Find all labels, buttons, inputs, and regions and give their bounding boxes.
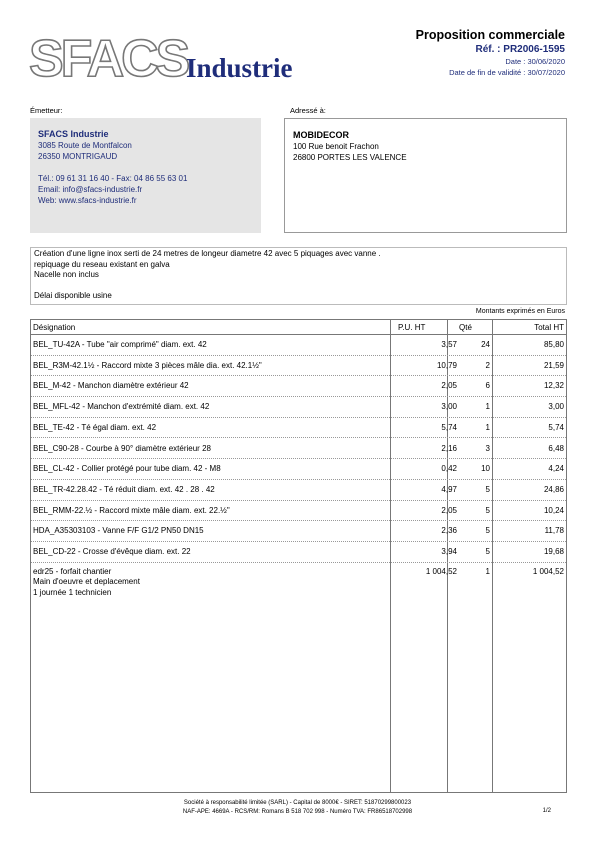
addressee-box xyxy=(284,118,567,233)
validity-date: Date de fin de validité : 30/07/2020 xyxy=(449,68,565,77)
cell-total: 11,78 xyxy=(544,526,564,536)
addressee-address-line1: 100 Rue benoit Frachon xyxy=(293,142,379,151)
cell-total: 85,80 xyxy=(543,340,564,349)
cell-quantity: 5 xyxy=(485,547,490,556)
header-total: Total HT xyxy=(534,323,564,332)
labour-line: 1 journée 1 technicien xyxy=(33,587,112,597)
table-row xyxy=(31,418,566,439)
logo-sfacs-text: SFACS xyxy=(29,30,188,88)
footer-legal-line1: Société à responsabilité limitée (SARL) - Capital de 8000€ - SIRET: 51870299800023 xyxy=(183,800,412,806)
cell-designation: BEL_CL-42 - Collier protégé pour tube diam. 42 - M8 xyxy=(33,464,221,474)
table-row xyxy=(31,501,566,522)
cell-designation: BEL_TU-42A - Tube "air comprimé" diam. ext. 42 xyxy=(33,340,207,349)
addressee-name: MOBIDECOR xyxy=(293,130,349,140)
cell-quantity: 5 xyxy=(485,484,490,494)
document-date: Date : 30/06/2020 xyxy=(505,57,565,66)
cell-total: 5,74 xyxy=(548,422,564,432)
table-row xyxy=(31,356,566,377)
cell-quantity: 6 xyxy=(485,381,490,391)
cell-unit-price: 3,94 xyxy=(441,547,457,556)
cell-total: 10,24 xyxy=(543,505,564,515)
cell-quantity: 24 xyxy=(481,340,490,349)
header-quantity: Qté xyxy=(459,323,472,332)
header-designation: Désignation xyxy=(33,323,76,332)
page-number: 1/2 xyxy=(542,808,551,814)
cell-total: 6,48 xyxy=(548,443,564,453)
cell-unit-price: 1 004,52 xyxy=(425,566,457,576)
company-logo xyxy=(29,30,314,88)
cell-quantity: 5 xyxy=(485,526,490,536)
description-line: Création d'une ligne inox serti de 24 metres de longeur diametre 42 avec 5 piquages avec vanne . xyxy=(34,249,381,258)
cell-unit-price: 10,79 xyxy=(436,360,457,370)
proposal-description xyxy=(30,247,567,305)
cell-designation: BEL_TR-42.28.42 - Té réduit diam. ext. 42 . 28 . 42 xyxy=(33,484,215,494)
cell-total: 19,68 xyxy=(543,547,564,556)
table-row xyxy=(31,376,566,397)
logo-industrie-text: Industrie xyxy=(186,53,293,83)
header-unit-price: P.U. HT xyxy=(398,323,426,332)
description-line xyxy=(34,281,563,292)
description-line: Nacelle non inclus xyxy=(34,270,99,279)
cell-total: 3,00 xyxy=(548,402,564,412)
emitter-label: Émetteur: xyxy=(30,106,63,115)
table-row xyxy=(31,521,566,542)
cell-quantity: 3 xyxy=(485,443,490,453)
cell-quantity: 10 xyxy=(481,464,490,474)
cell-designation: BEL_MFL-42 - Manchon d'extrémité diam. ext. 42 xyxy=(33,402,210,412)
emitter-web: Web: www.sfacs-industrie.fr xyxy=(38,196,137,205)
cell-total: 21,59 xyxy=(543,360,564,370)
cell-quantity: 1 xyxy=(485,402,490,412)
document-title: Proposition commerciale xyxy=(415,28,565,42)
cell-designation: BEL_RMM-22.½ - Raccord mixte mâle diam. ext. 22.½" xyxy=(33,505,230,515)
cell-unit-price: 2,16 xyxy=(441,443,457,453)
document-header xyxy=(416,28,565,78)
cell-quantity: 1 xyxy=(485,422,490,432)
cell-unit-price: 2,05 xyxy=(441,505,457,515)
addressee-address-line2: 26800 PORTES LES VALENCE xyxy=(293,153,407,162)
document-reference: Réf. : PR2006-1595 xyxy=(475,44,565,55)
emitter-address-line1: 3085 Route de Montfalcon xyxy=(38,141,132,150)
cell-quantity: 1 xyxy=(485,566,490,576)
emitter-email: Email: info@sfacs-industrie.fr xyxy=(38,185,143,194)
cell-unit-price: 3,57 xyxy=(441,340,457,349)
cell-unit-price: 2,05 xyxy=(441,381,457,391)
page-footer xyxy=(0,799,595,817)
labour-line: Main d'oeuvre et deplacement xyxy=(33,577,140,587)
cell-unit-price: 5,74 xyxy=(441,422,457,432)
cell-total: 1 004,52 xyxy=(532,566,564,576)
emitter-phone: Tél.: 09 61 31 16 40 - Fax: 04 86 55 63 01 xyxy=(38,174,188,183)
footer-legal-line2: NAF-APE: 4669A - RCS/RM: Romans B 518 702 998 - Numéro TVA: FR86518702998 xyxy=(182,809,413,815)
cell-designation: BEL_M-42 - Manchon diamètre extérieur 42 xyxy=(33,381,189,391)
description-line: repiquage du reseau existant en galva xyxy=(34,259,170,269)
table-row xyxy=(31,459,566,480)
cell-designation: BEL_R3M-42.1½ - Raccord mixte 3 pièces mâle dia. ext. 42.1½" xyxy=(33,360,262,370)
table-header xyxy=(31,320,566,335)
cell-unit-price: 0,42 xyxy=(441,464,457,474)
cell-designation: BEL_CD-22 - Crosse d'évêque diam. ext. 22 xyxy=(33,547,191,556)
emitter-box xyxy=(30,118,261,233)
description-line: Délai disponible usine xyxy=(34,291,112,300)
cell-unit-price: 4,97 xyxy=(441,484,457,494)
cell-quantity: 5 xyxy=(485,505,490,515)
addressee-label: Adressé à: xyxy=(290,106,326,115)
table-row xyxy=(31,542,566,563)
emitter-address-line2: 26350 MONTRIGAUD xyxy=(38,152,118,161)
table-row xyxy=(31,480,566,501)
cell-designation: HDA_A35303103 - Vanne F/F G1/2 PN50 DN15 xyxy=(33,526,204,536)
table-row xyxy=(31,439,566,460)
table-row-labour xyxy=(31,563,566,599)
cell-designation: BEL_TE-42 - Té égal diam. ext. 42 xyxy=(33,422,157,432)
table-row xyxy=(31,335,566,356)
cell-total: 12,32 xyxy=(543,381,564,391)
cell-unit-price: 3,00 xyxy=(441,402,457,412)
cell-quantity: 2 xyxy=(485,360,490,370)
currency-note: Montants exprimés en Euros xyxy=(475,308,565,315)
table-row xyxy=(31,397,566,418)
cell-total: 24,86 xyxy=(543,484,564,494)
cell-designation: BEL_C90-28 - Courbe à 90° diamètre extérieur 28 xyxy=(33,443,211,453)
labour-line: edr25 - forfait chantier xyxy=(33,566,112,576)
emitter-name: SFACS Industrie xyxy=(38,129,109,139)
items-table xyxy=(30,319,567,793)
cell-unit-price: 2,36 xyxy=(441,526,457,536)
cell-total: 4,24 xyxy=(548,464,564,474)
